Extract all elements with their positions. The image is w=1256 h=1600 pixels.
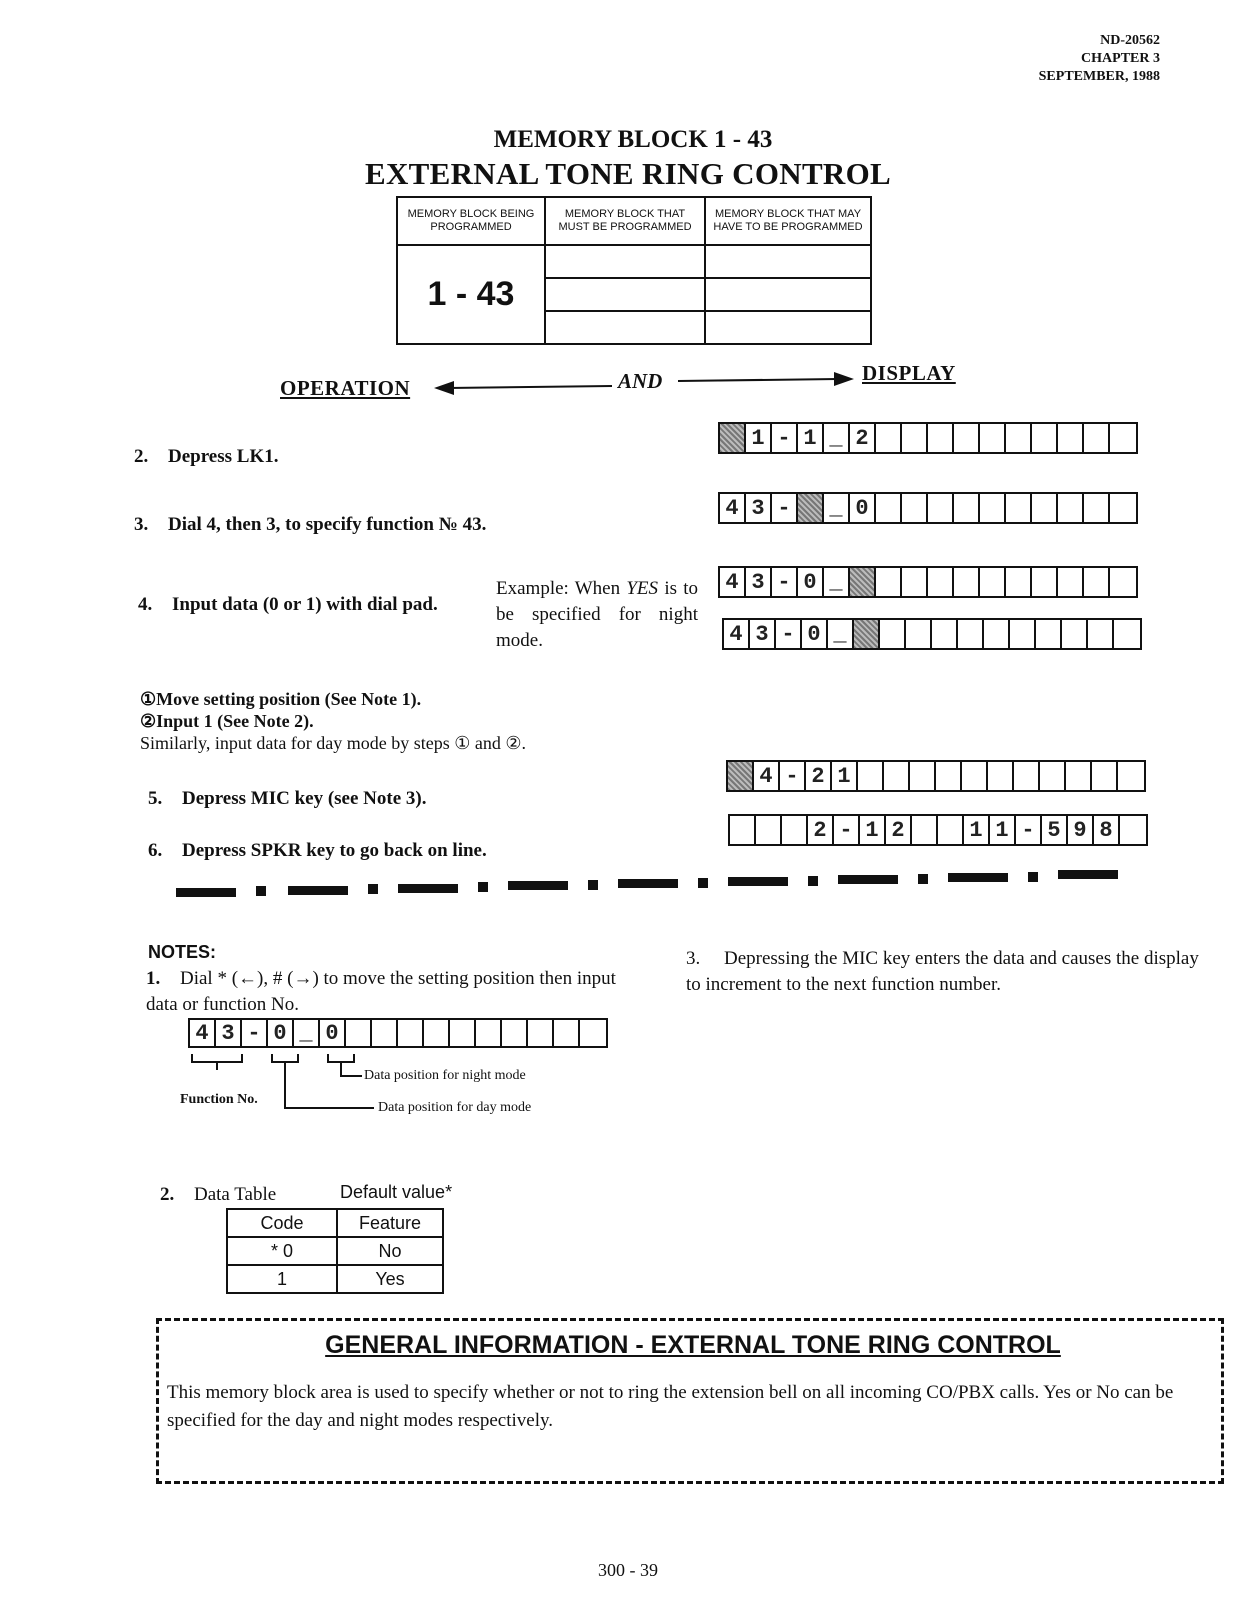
lcd-cell: [346, 1020, 372, 1046]
lcd-cell: 1: [860, 816, 886, 844]
lcd-cell: [528, 1020, 554, 1046]
lcd-cell: [938, 816, 964, 844]
lcd-cell: 4: [724, 620, 750, 648]
step-text: Depress LK1.: [168, 446, 279, 467]
substep-similarly: Similarly, input data for day mode by steps ① and ②.: [140, 733, 527, 753]
lcd-cell: [928, 424, 954, 452]
title-feature: EXTERNAL TONE RING CONTROL: [364, 156, 892, 191]
data-table-label: Data Table: [194, 1184, 277, 1205]
lcd-cell: [954, 424, 980, 452]
lcd-cell: 1: [798, 424, 824, 452]
lcd-cell: [398, 1020, 424, 1046]
lcd-display-2: [718, 492, 1138, 524]
data-table-header: Feature: [337, 1209, 443, 1237]
step-number: 4.: [138, 594, 153, 615]
lcd-cell: 2: [806, 762, 832, 790]
note-1: [146, 966, 646, 1018]
example-yes: YES: [626, 578, 659, 599]
lcd-cell: [372, 1020, 398, 1046]
lcd-cell: 4: [720, 568, 746, 596]
mb-cell: [545, 311, 705, 344]
lcd-cell: 3: [216, 1020, 242, 1046]
table-row: [227, 1237, 443, 1265]
lcd-cell: [928, 568, 954, 596]
note-1-text: Dial * (←), # (→) to move the setting position then input data or function No.: [146, 968, 616, 1015]
step-4: [138, 594, 438, 616]
lcd-cell: -: [1016, 816, 1042, 844]
lcd-cell: [984, 620, 1010, 648]
lcd-cell: 0: [850, 494, 876, 522]
default-value-label: Default value*: [340, 1182, 453, 1202]
label-function-no: Function No.: [180, 1092, 258, 1107]
lcd-cell: 9: [1068, 816, 1094, 844]
and-label: AND: [618, 369, 663, 393]
step-text: Dial 4, then 3, to specify function № 43.: [168, 514, 487, 535]
lcd-cell: [1118, 762, 1144, 790]
lcd-cell: [798, 494, 824, 522]
lcd-cell: [1066, 762, 1092, 790]
lcd-cell: [958, 620, 984, 648]
lcd-cell: [1058, 494, 1084, 522]
lcd-cell: [1032, 494, 1058, 522]
table-row: [227, 1265, 443, 1293]
lcd-cell: 2: [808, 816, 834, 844]
lcd-cell: [1120, 816, 1146, 844]
lcd-cell: _: [824, 568, 850, 596]
lcd-cell: 4: [720, 494, 746, 522]
lcd-cell: [876, 494, 902, 522]
lcd-cell: [1032, 424, 1058, 452]
lcd-cell: [580, 1020, 606, 1046]
code-cell: * 0: [227, 1237, 337, 1265]
mb-header-being: MEMORY BLOCK BEING PROGRAMMED: [397, 197, 545, 245]
data-table-title: [160, 1184, 276, 1206]
title-memory-block: MEMORY BLOCK 1 - 43: [493, 126, 773, 153]
label-day-position: Data position for day mode: [378, 1100, 532, 1115]
lcd-display-1: [718, 422, 1138, 454]
document-header: [1039, 32, 1160, 86]
doc-id: ND-20562: [1100, 33, 1160, 48]
lcd-cell: [1110, 568, 1136, 596]
lcd-cell: 4: [190, 1020, 216, 1046]
mb-cell: [705, 245, 871, 278]
lcd-cell: [980, 424, 1006, 452]
lcd-cell: [954, 494, 980, 522]
lcd-cell: [424, 1020, 450, 1046]
lcd-cell: [1014, 762, 1040, 790]
lcd-cell: [1062, 620, 1088, 648]
lcd-cell: [730, 816, 756, 844]
general-information-box: [156, 1318, 1224, 1484]
lcd-cell: [876, 424, 902, 452]
lcd-cell: -: [834, 816, 860, 844]
operation-label: OPERATION: [280, 376, 411, 400]
mb-header-may: MEMORY BLOCK THAT MAY HAVE TO BE PROGRAMMED: [705, 197, 871, 245]
section-divider: [176, 866, 1146, 906]
lcd-cell: 3: [746, 568, 772, 596]
note-lcd-display: [188, 1018, 608, 1048]
lcd-cell: 0: [268, 1020, 294, 1046]
lcd-cell: [884, 762, 910, 790]
lcd-cell: -: [772, 568, 798, 596]
memory-block-table: [396, 196, 872, 345]
feature-cell: Yes: [337, 1265, 443, 1293]
lcd-cell: [1114, 620, 1140, 648]
lcd-cell: _: [828, 620, 854, 648]
data-table: [226, 1208, 444, 1294]
label-night-position: Data position for night mode: [364, 1068, 526, 1083]
chapter-label: CHAPTER 3: [1081, 51, 1160, 66]
lcd-cell: 1: [746, 424, 772, 452]
mb-cell: [545, 278, 705, 311]
lcd-cell: [880, 620, 906, 648]
example-prefix: Example: When: [496, 578, 621, 599]
lcd-cell: [936, 762, 962, 790]
substeps: [140, 688, 526, 754]
step-2: [134, 446, 278, 468]
lcd-cell: [554, 1020, 580, 1046]
lcd-cell: [720, 424, 746, 452]
display-label: DISPLAY: [862, 361, 956, 385]
lcd-cell: [902, 424, 928, 452]
mb-cell: [705, 278, 871, 311]
step-number: 6.: [148, 840, 163, 861]
lcd-cell: [876, 568, 902, 596]
lcd-cell: [932, 620, 958, 648]
right-arrow-icon: [678, 370, 856, 390]
lcd-cell: [906, 620, 932, 648]
mb-cell: [545, 245, 705, 278]
lcd-cell: [502, 1020, 528, 1046]
lcd-cell: [756, 816, 782, 844]
step-number: 3.: [134, 514, 149, 535]
mb-block-number: 1 - 43: [397, 245, 545, 344]
feature-cell: No: [337, 1237, 443, 1265]
substep-input: ②Input 1 (See Note 2).: [140, 711, 314, 731]
step-number: 2.: [134, 446, 149, 467]
lcd-cell: [954, 568, 980, 596]
lcd-cell: 1: [964, 816, 990, 844]
lcd-cell: [1092, 762, 1118, 790]
lcd-cell: 1: [832, 762, 858, 790]
lcd-cell: [910, 762, 936, 790]
lcd-cell: 5: [1042, 816, 1068, 844]
lcd-cell: [980, 494, 1006, 522]
page-number: 300 - 39: [598, 1560, 658, 1580]
lcd-cell: 1: [990, 816, 1016, 844]
lcd-cell: -: [780, 762, 806, 790]
step-5: [148, 788, 426, 810]
general-information-text: This memory block area is used to specify whether or not to ring the extension bell on all incoming CO/PBX calls. Yes or No can be specified for the day and night modes respectively.: [167, 1382, 1174, 1431]
note-number: 1.: [146, 968, 161, 989]
lcd-cell: [728, 762, 754, 790]
lcd-cell: -: [772, 494, 798, 522]
lcd-cell: _: [824, 424, 850, 452]
note-number: 2.: [160, 1184, 175, 1205]
lcd-cell: [1058, 568, 1084, 596]
lcd-cell: [1084, 424, 1110, 452]
code-cell: 1: [227, 1265, 337, 1293]
lcd-cell: 0: [802, 620, 828, 648]
lcd-cell: -: [242, 1020, 268, 1046]
lcd-cell: [858, 762, 884, 790]
lcd-cell: [902, 494, 928, 522]
lcd-cell: [782, 816, 808, 844]
general-information-title: GENERAL INFORMATION - EXTERNAL TONE RING CONTROL: [325, 1331, 1061, 1359]
step-text: Depress SPKR key to go back on line.: [182, 840, 487, 861]
lcd-cell: [854, 620, 880, 648]
lcd-cell: [912, 816, 938, 844]
notes-heading: NOTES:: [148, 942, 217, 962]
lcd-cell: [1040, 762, 1066, 790]
example-suffix: is to be specified for night mode.: [496, 578, 699, 651]
example-note: [496, 576, 698, 654]
lcd-cell: [980, 568, 1006, 596]
step-6: [148, 840, 487, 862]
lcd-cell: [1084, 494, 1110, 522]
lcd-cell: [902, 568, 928, 596]
lcd-cell: 0: [320, 1020, 346, 1046]
lcd-cell: [1010, 620, 1036, 648]
lcd-cell: [988, 762, 1014, 790]
position-callout-lines: [188, 1050, 388, 1122]
lcd-cell: [1006, 568, 1032, 596]
mb-header-must: MEMORY BLOCK THAT MUST BE PROGRAMMED: [545, 197, 705, 245]
lcd-cell: [1084, 568, 1110, 596]
step-text: Depress MIC key (see Note 3).: [182, 788, 427, 809]
lcd-cell: _: [824, 494, 850, 522]
mb-cell: [705, 311, 871, 344]
lcd-cell: 2: [850, 424, 876, 452]
lcd-cell: 2: [886, 816, 912, 844]
lcd-cell: _: [294, 1020, 320, 1046]
lcd-display-5: [726, 760, 1146, 792]
lcd-display-3: [718, 566, 1138, 598]
lcd-cell: [1110, 424, 1136, 452]
lcd-cell: [476, 1020, 502, 1046]
lcd-cell: [928, 494, 954, 522]
lcd-cell: 3: [746, 494, 772, 522]
lcd-cell: -: [772, 424, 798, 452]
data-table-header: Code: [227, 1209, 337, 1237]
lcd-display-4: [722, 618, 1142, 650]
lcd-cell: [850, 568, 876, 596]
lcd-cell: [1058, 424, 1084, 452]
lcd-cell: 8: [1094, 816, 1120, 844]
left-arrow-icon: [434, 378, 614, 398]
date-label: SEPTEMBER, 1988: [1038, 69, 1160, 84]
lcd-cell: [962, 762, 988, 790]
note-3: [686, 946, 1218, 998]
substep-move: ①Move setting position (See Note 1).: [140, 689, 422, 709]
lcd-cell: [1006, 424, 1032, 452]
lcd-cell: [1006, 494, 1032, 522]
note-number: 3.: [686, 948, 701, 969]
lcd-cell: [1110, 494, 1136, 522]
lcd-cell: 4: [754, 762, 780, 790]
step-number: 5.: [148, 788, 163, 809]
lcd-cell: 0: [798, 568, 824, 596]
lcd-cell: [1036, 620, 1062, 648]
step-text: Input data (0 or 1) with dial pad.: [172, 594, 438, 615]
lcd-cell: [1032, 568, 1058, 596]
lcd-cell: [450, 1020, 476, 1046]
lcd-cell: [1088, 620, 1114, 648]
note-3-text: Depressing the MIC key enters the data and causes the display to increment to the next function number.: [686, 948, 1199, 995]
lcd-cell: 3: [750, 620, 776, 648]
lcd-cell: -: [776, 620, 802, 648]
lcd-display-6: [728, 814, 1148, 846]
step-3: [134, 514, 486, 536]
